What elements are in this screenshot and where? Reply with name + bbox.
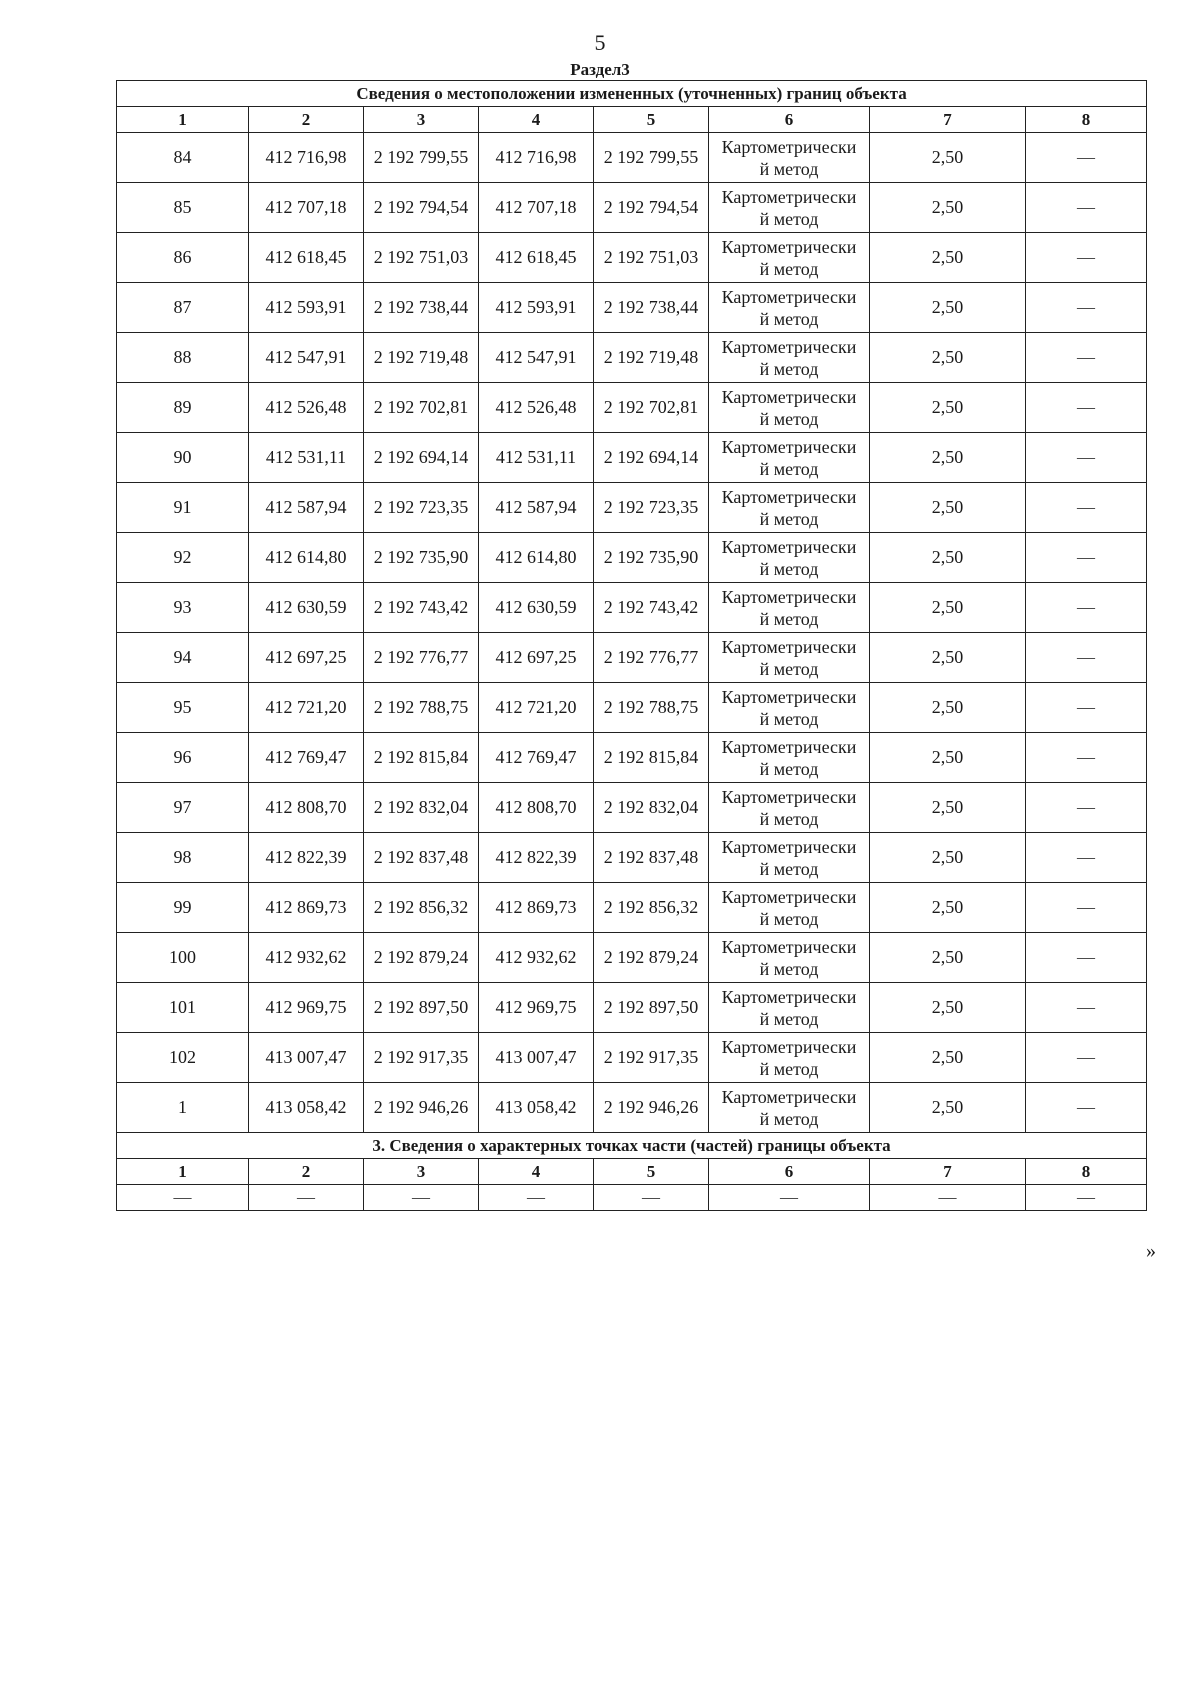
table1-header-cell: 8 (1026, 107, 1147, 133)
method-line-2: й метод (759, 458, 819, 479)
y-coordinate-old: 2 192 917,35 (364, 1033, 479, 1083)
point-number: 93 (117, 583, 249, 633)
method-line-1: Картометрически (721, 936, 857, 957)
table-row (117, 983, 1147, 1033)
table2-header-cell: 2 (249, 1159, 364, 1185)
point-number: 95 (117, 683, 249, 733)
table-row (117, 383, 1147, 433)
table2-empty-cell: — (709, 1185, 870, 1211)
method-cell (709, 633, 870, 683)
method-cell (709, 133, 870, 183)
precision-cell: 2,50 (870, 133, 1026, 183)
table-row (117, 883, 1147, 933)
x-coordinate-new: 412 869,73 (479, 883, 594, 933)
point-number: 87 (117, 283, 249, 333)
table2-header-cell: 8 (1026, 1159, 1147, 1185)
table-row (117, 1033, 1147, 1083)
y-coordinate-new: 2 192 743,42 (594, 583, 709, 633)
x-coordinate-new: 412 721,20 (479, 683, 594, 733)
description-cell: — (1026, 183, 1147, 233)
x-coordinate-old: 412 614,80 (249, 533, 364, 583)
point-number: 1 (117, 1083, 249, 1133)
y-coordinate-new: 2 192 794,54 (594, 183, 709, 233)
method-line-2: й метод (759, 708, 819, 729)
method-cell (709, 333, 870, 383)
method-line-1: Картометрически (721, 486, 857, 507)
x-coordinate-new: 412 630,59 (479, 583, 594, 633)
x-coordinate-new: 412 593,91 (479, 283, 594, 333)
method-line-2: й метод (759, 158, 819, 179)
y-coordinate-new: 2 192 879,24 (594, 933, 709, 983)
description-cell: — (1026, 233, 1147, 283)
precision-cell: 2,50 (870, 733, 1026, 783)
x-coordinate-new: 413 058,42 (479, 1083, 594, 1133)
method-line-1: Картометрически (721, 436, 857, 457)
x-coordinate-old: 412 869,73 (249, 883, 364, 933)
page-number: 5 (594, 30, 606, 55)
y-coordinate-new: 2 192 897,50 (594, 983, 709, 1033)
table-row (117, 233, 1147, 283)
y-coordinate-new: 2 192 856,32 (594, 883, 709, 933)
y-coordinate-new: 2 192 815,84 (594, 733, 709, 783)
x-coordinate-new: 412 769,47 (479, 733, 594, 783)
x-coordinate-new: 412 822,39 (479, 833, 594, 883)
description-cell: — (1026, 583, 1147, 633)
x-coordinate-old: 412 769,47 (249, 733, 364, 783)
method-line-1: Картометрически (721, 836, 857, 857)
precision-cell: 2,50 (870, 533, 1026, 583)
table-row (117, 583, 1147, 633)
y-coordinate-old: 2 192 794,54 (364, 183, 479, 233)
point-number: 100 (117, 933, 249, 983)
method-cell (709, 783, 870, 833)
table2-title: 3. Сведения о характерных точках части (частей) границы объекта (117, 1133, 1147, 1159)
x-coordinate-old: 412 697,25 (249, 633, 364, 683)
point-number: 89 (117, 383, 249, 433)
y-coordinate-new: 2 192 751,03 (594, 233, 709, 283)
precision-cell: 2,50 (870, 883, 1026, 933)
method-line-2: й метод (759, 758, 819, 779)
x-coordinate-new: 413 007,47 (479, 1033, 594, 1083)
table-row (117, 683, 1147, 733)
table2-header-cell: 3 (364, 1159, 479, 1185)
table-row (117, 433, 1147, 483)
method-cell (709, 683, 870, 733)
x-coordinate-old: 412 716,98 (249, 133, 364, 183)
method-line-2: й метод (759, 508, 819, 529)
method-line-2: й метод (759, 358, 819, 379)
point-number: 85 (117, 183, 249, 233)
description-cell: — (1026, 333, 1147, 383)
y-coordinate-new: 2 192 788,75 (594, 683, 709, 733)
x-coordinate-new: 412 707,18 (479, 183, 594, 233)
table2-header-cell: 1 (117, 1159, 249, 1185)
y-coordinate-new: 2 192 946,26 (594, 1083, 709, 1133)
precision-cell: 2,50 (870, 333, 1026, 383)
description-cell: — (1026, 633, 1147, 683)
table-row (117, 333, 1147, 383)
method-cell (709, 883, 870, 933)
y-coordinate-new: 2 192 735,90 (594, 533, 709, 583)
method-cell (709, 483, 870, 533)
point-number: 92 (117, 533, 249, 583)
y-coordinate-old: 2 192 815,84 (364, 733, 479, 783)
table-row (117, 283, 1147, 333)
table1-header-cell: 5 (594, 107, 709, 133)
table-row (117, 133, 1147, 183)
method-line-1: Картометрически (721, 386, 857, 407)
table1-title-row (117, 81, 1147, 107)
y-coordinate-new: 2 192 799,55 (594, 133, 709, 183)
table2-empty-cell: — (594, 1185, 709, 1211)
method-cell (709, 533, 870, 583)
point-number: 99 (117, 883, 249, 933)
method-line-2: й метод (759, 808, 819, 829)
description-cell: — (1026, 433, 1147, 483)
method-line-1: Картометрически (721, 286, 857, 307)
method-line-2: й метод (759, 958, 819, 979)
x-coordinate-old: 413 058,42 (249, 1083, 364, 1133)
table2-header-cell: 5 (594, 1159, 709, 1185)
description-cell: — (1026, 283, 1147, 333)
method-line-1: Картометрически (721, 186, 857, 207)
x-coordinate-old: 412 593,91 (249, 283, 364, 333)
x-coordinate-old: 412 587,94 (249, 483, 364, 533)
point-number: 86 (117, 233, 249, 283)
method-line-1: Картометрически (721, 236, 857, 257)
y-coordinate-old: 2 192 832,04 (364, 783, 479, 833)
precision-cell: 2,50 (870, 983, 1026, 1033)
method-line-1: Картометрически (721, 1036, 857, 1057)
section-label: Раздел3 (570, 60, 630, 79)
description-cell: — (1026, 133, 1147, 183)
y-coordinate-old: 2 192 837,48 (364, 833, 479, 883)
point-number: 102 (117, 1033, 249, 1083)
description-cell: — (1026, 733, 1147, 783)
table2-title-row (117, 1133, 1147, 1159)
y-coordinate-new: 2 192 776,77 (594, 633, 709, 683)
precision-cell: 2,50 (870, 433, 1026, 483)
method-line-1: Картометрически (721, 536, 857, 557)
table-row (117, 633, 1147, 683)
x-coordinate-new: 412 587,94 (479, 483, 594, 533)
precision-cell: 2,50 (870, 233, 1026, 283)
method-line-1: Картометрически (721, 136, 857, 157)
method-line-1: Картометрически (721, 786, 857, 807)
table1-header-cell: 2 (249, 107, 364, 133)
method-line-2: й метод (759, 208, 819, 229)
table-row (117, 933, 1147, 983)
y-coordinate-old: 2 192 788,75 (364, 683, 479, 733)
description-cell: — (1026, 933, 1147, 983)
method-line-2: й метод (759, 258, 819, 279)
precision-cell: 2,50 (870, 183, 1026, 233)
method-line-2: й метод (759, 558, 819, 579)
method-line-2: й метод (759, 1058, 819, 1079)
point-number: 98 (117, 833, 249, 883)
description-cell: — (1026, 1033, 1147, 1083)
boundary-table (116, 80, 1147, 1211)
method-line-2: й метод (759, 1008, 819, 1029)
table-row (117, 183, 1147, 233)
description-cell: — (1026, 483, 1147, 533)
precision-cell: 2,50 (870, 483, 1026, 533)
x-coordinate-old: 412 526,48 (249, 383, 364, 433)
method-line-1: Картометрически (721, 1086, 857, 1107)
point-number: 88 (117, 333, 249, 383)
description-cell: — (1026, 1083, 1147, 1133)
precision-cell: 2,50 (870, 383, 1026, 433)
table2-empty-cell: — (117, 1185, 249, 1211)
table1-header-row (117, 107, 1147, 133)
y-coordinate-new: 2 192 694,14 (594, 433, 709, 483)
y-coordinate-new: 2 192 832,04 (594, 783, 709, 833)
description-cell: — (1026, 683, 1147, 733)
x-coordinate-new: 412 969,75 (479, 983, 594, 1033)
closing-quote-mark: » (1146, 1240, 1156, 1262)
description-cell: — (1026, 783, 1147, 833)
y-coordinate-new: 2 192 738,44 (594, 283, 709, 333)
point-number: 97 (117, 783, 249, 833)
method-cell (709, 383, 870, 433)
point-number: 90 (117, 433, 249, 483)
precision-cell: 2,50 (870, 583, 1026, 633)
y-coordinate-old: 2 192 946,26 (364, 1083, 479, 1133)
table-row (117, 1083, 1147, 1133)
precision-cell: 2,50 (870, 933, 1026, 983)
table2-empty-cell: — (364, 1185, 479, 1211)
method-cell (709, 233, 870, 283)
method-line-1: Картометрически (721, 686, 857, 707)
y-coordinate-old: 2 192 743,42 (364, 583, 479, 633)
method-cell (709, 983, 870, 1033)
method-line-1: Картометрически (721, 986, 857, 1007)
method-line-1: Картометрически (721, 336, 857, 357)
y-coordinate-new: 2 192 917,35 (594, 1033, 709, 1083)
x-coordinate-old: 412 932,62 (249, 933, 364, 983)
method-line-2: й метод (759, 908, 819, 929)
method-line-1: Картометрически (721, 586, 857, 607)
x-coordinate-old: 412 721,20 (249, 683, 364, 733)
x-coordinate-old: 412 547,91 (249, 333, 364, 383)
x-coordinate-old: 412 531,11 (249, 433, 364, 483)
x-coordinate-old: 412 618,45 (249, 233, 364, 283)
method-cell (709, 283, 870, 333)
method-cell (709, 833, 870, 883)
point-number: 96 (117, 733, 249, 783)
method-cell (709, 183, 870, 233)
table2-header-cell: 7 (870, 1159, 1026, 1185)
method-cell (709, 1083, 870, 1133)
point-number: 101 (117, 983, 249, 1033)
table1-header-cell: 1 (117, 107, 249, 133)
method-cell (709, 583, 870, 633)
method-line-2: й метод (759, 858, 819, 879)
x-coordinate-new: 412 932,62 (479, 933, 594, 983)
point-number: 94 (117, 633, 249, 683)
precision-cell: 2,50 (870, 1083, 1026, 1133)
table-row (117, 733, 1147, 783)
table2-header-cell: 4 (479, 1159, 594, 1185)
table2-header-row (117, 1159, 1147, 1185)
method-line-2: й метод (759, 308, 819, 329)
y-coordinate-old: 2 192 735,90 (364, 533, 479, 583)
x-coordinate-new: 412 618,45 (479, 233, 594, 283)
y-coordinate-old: 2 192 751,03 (364, 233, 479, 283)
x-coordinate-old: 412 808,70 (249, 783, 364, 833)
table2-empty-row (117, 1185, 1147, 1211)
description-cell: — (1026, 833, 1147, 883)
x-coordinate-new: 412 526,48 (479, 383, 594, 433)
x-coordinate-new: 412 808,70 (479, 783, 594, 833)
x-coordinate-old: 412 822,39 (249, 833, 364, 883)
table1-header-cell: 3 (364, 107, 479, 133)
precision-cell: 2,50 (870, 283, 1026, 333)
point-number: 91 (117, 483, 249, 533)
y-coordinate-old: 2 192 723,35 (364, 483, 479, 533)
y-coordinate-old: 2 192 879,24 (364, 933, 479, 983)
y-coordinate-old: 2 192 799,55 (364, 133, 479, 183)
method-cell (709, 1033, 870, 1083)
method-cell (709, 933, 870, 983)
x-coordinate-new: 412 547,91 (479, 333, 594, 383)
method-line-2: й метод (759, 1108, 819, 1129)
y-coordinate-old: 2 192 897,50 (364, 983, 479, 1033)
table-row (117, 833, 1147, 883)
x-coordinate-old: 413 007,47 (249, 1033, 364, 1083)
precision-cell: 2,50 (870, 1033, 1026, 1083)
x-coordinate-old: 412 630,59 (249, 583, 364, 633)
method-cell (709, 733, 870, 783)
y-coordinate-old: 2 192 702,81 (364, 383, 479, 433)
y-coordinate-new: 2 192 702,81 (594, 383, 709, 433)
method-cell (709, 433, 870, 483)
precision-cell: 2,50 (870, 783, 1026, 833)
y-coordinate-old: 2 192 776,77 (364, 633, 479, 683)
y-coordinate-new: 2 192 719,48 (594, 333, 709, 383)
precision-cell: 2,50 (870, 833, 1026, 883)
x-coordinate-new: 412 716,98 (479, 133, 594, 183)
table-row (117, 483, 1147, 533)
table2-empty-cell: — (479, 1185, 594, 1211)
method-line-1: Картометрически (721, 886, 857, 907)
x-coordinate-new: 412 531,11 (479, 433, 594, 483)
method-line-2: й метод (759, 408, 819, 429)
y-coordinate-old: 2 192 694,14 (364, 433, 479, 483)
table1-header-cell: 7 (870, 107, 1026, 133)
x-coordinate-old: 412 969,75 (249, 983, 364, 1033)
description-cell: — (1026, 533, 1147, 583)
y-coordinate-new: 2 192 723,35 (594, 483, 709, 533)
table1-title: Сведения о местоположении измененных (уточненных) границ объекта (117, 81, 1147, 107)
y-coordinate-old: 2 192 856,32 (364, 883, 479, 933)
table-row (117, 783, 1147, 833)
y-coordinate-old: 2 192 738,44 (364, 283, 479, 333)
table2-empty-cell: — (1026, 1185, 1147, 1211)
method-line-2: й метод (759, 608, 819, 629)
method-line-1: Картометрически (721, 736, 857, 757)
point-number: 84 (117, 133, 249, 183)
precision-cell: 2,50 (870, 683, 1026, 733)
x-coordinate-new: 412 614,80 (479, 533, 594, 583)
description-cell: — (1026, 983, 1147, 1033)
table1-header-cell: 6 (709, 107, 870, 133)
method-line-1: Картометрически (721, 636, 857, 657)
x-coordinate-old: 412 707,18 (249, 183, 364, 233)
table1-header-cell: 4 (479, 107, 594, 133)
method-line-2: й метод (759, 658, 819, 679)
table2-empty-cell: — (249, 1185, 364, 1211)
table2-empty-cell: — (870, 1185, 1026, 1211)
y-coordinate-old: 2 192 719,48 (364, 333, 479, 383)
x-coordinate-new: 412 697,25 (479, 633, 594, 683)
description-cell: — (1026, 883, 1147, 933)
table2-header-cell: 6 (709, 1159, 870, 1185)
precision-cell: 2,50 (870, 633, 1026, 683)
y-coordinate-new: 2 192 837,48 (594, 833, 709, 883)
table-row (117, 533, 1147, 583)
description-cell: — (1026, 383, 1147, 433)
